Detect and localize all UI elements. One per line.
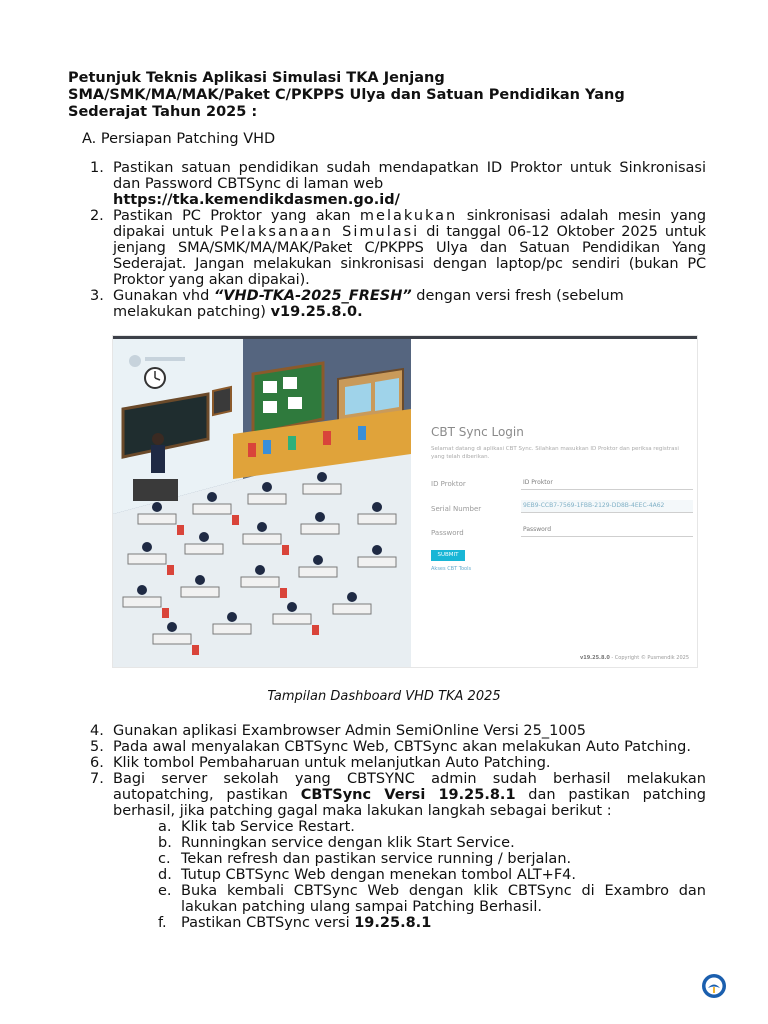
submit-button[interactable]: SUBMIT (431, 550, 465, 561)
list-item (90, 755, 706, 771)
list-item (90, 208, 706, 288)
version-footer (580, 655, 689, 661)
item-number: 2. (90, 208, 104, 224)
sub-item-text: Tutup CBTSync Web dengan menekan tombol ALT+F4. (181, 867, 577, 883)
item-text-spaced: Pelaksanaan Simulasi (219, 224, 420, 240)
item-number: 5. (90, 739, 104, 755)
item-number: 6. (90, 755, 104, 771)
list-item (90, 288, 706, 320)
sub-item-letter: d. (158, 867, 172, 883)
classroom-illustration (113, 339, 411, 667)
sub-item-letter: a. (158, 819, 172, 835)
item-number: 3. (90, 288, 104, 304)
item-number: 4. (90, 723, 104, 739)
item-text: dan pastikan patching berhasil, jika patching gagal maka lakukan langkah sebagai berikut : (113, 787, 707, 819)
item-text: Klik tombol Pembaharuan untuk melanjutkan Auto Patching. (113, 755, 551, 771)
sub-item-letter: c. (158, 851, 171, 867)
ministry-logo-icon (701, 973, 727, 999)
item-text: Pastikan PC Proktor yang akan (113, 208, 351, 224)
dashboard-screenshot (113, 336, 697, 667)
final-version: 19.25.8.1 (354, 915, 432, 931)
figure-caption: Tampilan Dashboard VHD TKA 2025 (267, 689, 501, 704)
steps-list-part2 (90, 723, 706, 931)
item-text: sinkronisasi adalah mesin yang dipakai untuk (113, 208, 707, 240)
list-item (90, 723, 706, 739)
item-text: dengan versi fresh (sebelum melakukan patching) (113, 288, 624, 320)
sub-steps-list (113, 819, 706, 931)
serial-number-label: Serial Number (431, 505, 482, 513)
password-input[interactable]: Password (521, 524, 693, 537)
item-text: di tanggal 06-12 Oktober 2025 untuk jenjang SMA/SMK/MA/MAK/Paket C/PKPPS Ulya dan Satuan Pendidikan Yang Sederajat. Jangan melakukan sinkronisasi dengan laptop/pc sendiri (bukan PC Proktor yang akan dipakai). (113, 224, 706, 288)
steps-list-part1 (90, 160, 706, 320)
portal-link[interactable]: https://tka.kemendikdasmen.go.id/ (113, 192, 400, 208)
item-text: Pastikan satuan pendidikan sudah mendapatkan ID Proktor untuk Sinkronisasi dan Password CBTSync di laman web (113, 160, 706, 192)
item-text: Pada awal menyalakan CBTSync Web, CBTSync akan melakukan Auto Patching. (113, 739, 691, 755)
list-item (90, 739, 706, 755)
login-panel (411, 339, 697, 667)
item-text-spaced: melakukan (359, 208, 458, 224)
cbtsync-version: CBTSync Versi 19.25.8.1 (300, 787, 516, 803)
sub-item-text: Buka kembali CBTSync Web dengan klik CBTSync di Exambro dan lakukan patching ulang sampai Patching Berhasil. (181, 883, 706, 915)
list-item (90, 771, 706, 931)
cbt-tools-link[interactable]: Akses CBT Tools (431, 566, 472, 572)
item-text: Bagi server sekolah yang CBTSYNC admin sudah berhasil melakukan autopatching, pastikan (113, 771, 706, 803)
sub-item-letter: f. (158, 915, 167, 931)
login-description: Selamat datang di aplikasi CBT Sync. Silahkan masukkan ID Proktor dan periksa registrasi yang telah diberikan. (431, 446, 679, 460)
sub-item-letter: b. (158, 835, 172, 851)
document-title (68, 70, 708, 121)
section-heading-a: A. Persiapan Patching VHD (82, 131, 276, 147)
id-proktor-label: ID Proktor (431, 480, 466, 488)
sub-item-letter: e. (158, 883, 172, 899)
sub-list-item (158, 819, 706, 835)
sub-item-text: Pastikan CBTSync versi (181, 915, 350, 931)
login-title: CBT Sync Login (431, 425, 524, 439)
item-text: Gunakan aplikasi Exambrowser Admin SemiOnline Versi 25_1005 (113, 723, 587, 739)
item-number: 1. (90, 160, 104, 176)
footer-copyright: - Copyright © Pusmendik 2025 (609, 655, 689, 661)
item-text: Gunakan vhd (113, 288, 210, 304)
sub-list-item (158, 883, 706, 915)
sub-list-item (158, 915, 706, 931)
sub-item-text: Tekan refresh dan pastikan service running / berjalan. (181, 851, 572, 867)
password-label: Password (431, 529, 464, 537)
serial-number-input[interactable]: 9EB9-CCB7-7569-1FBB-2129-DD8B-4EEC-4A62 (521, 500, 693, 513)
title-line-3: Sederajat Tahun 2025 : (68, 104, 258, 120)
list-item (90, 160, 706, 208)
title-line-2: SMA/SMK/MA/MAK/Paket C/PKPPS Ulya dan Satuan Pendidikan Yang (68, 87, 625, 103)
title-line-1: Petunjuk Teknis Aplikasi Simulasi TKA Jenjang (68, 70, 445, 86)
sub-list-item (158, 835, 706, 851)
item-number: 7. (90, 771, 104, 787)
sub-list-item (158, 851, 706, 867)
sub-item-text: Runningkan service dengan klik Start Service. (181, 835, 515, 851)
footer-version: v19.25.8.0 (579, 655, 610, 661)
sub-item-text: Klik tab Service Restart. (181, 819, 355, 835)
sub-list-item (158, 867, 706, 883)
vhd-version: v19.25.8.0. (270, 304, 363, 320)
vhd-name: “VHD-TKA-2025_FRESH” (213, 288, 412, 304)
id-proktor-input[interactable]: ID Proktor (521, 477, 693, 490)
